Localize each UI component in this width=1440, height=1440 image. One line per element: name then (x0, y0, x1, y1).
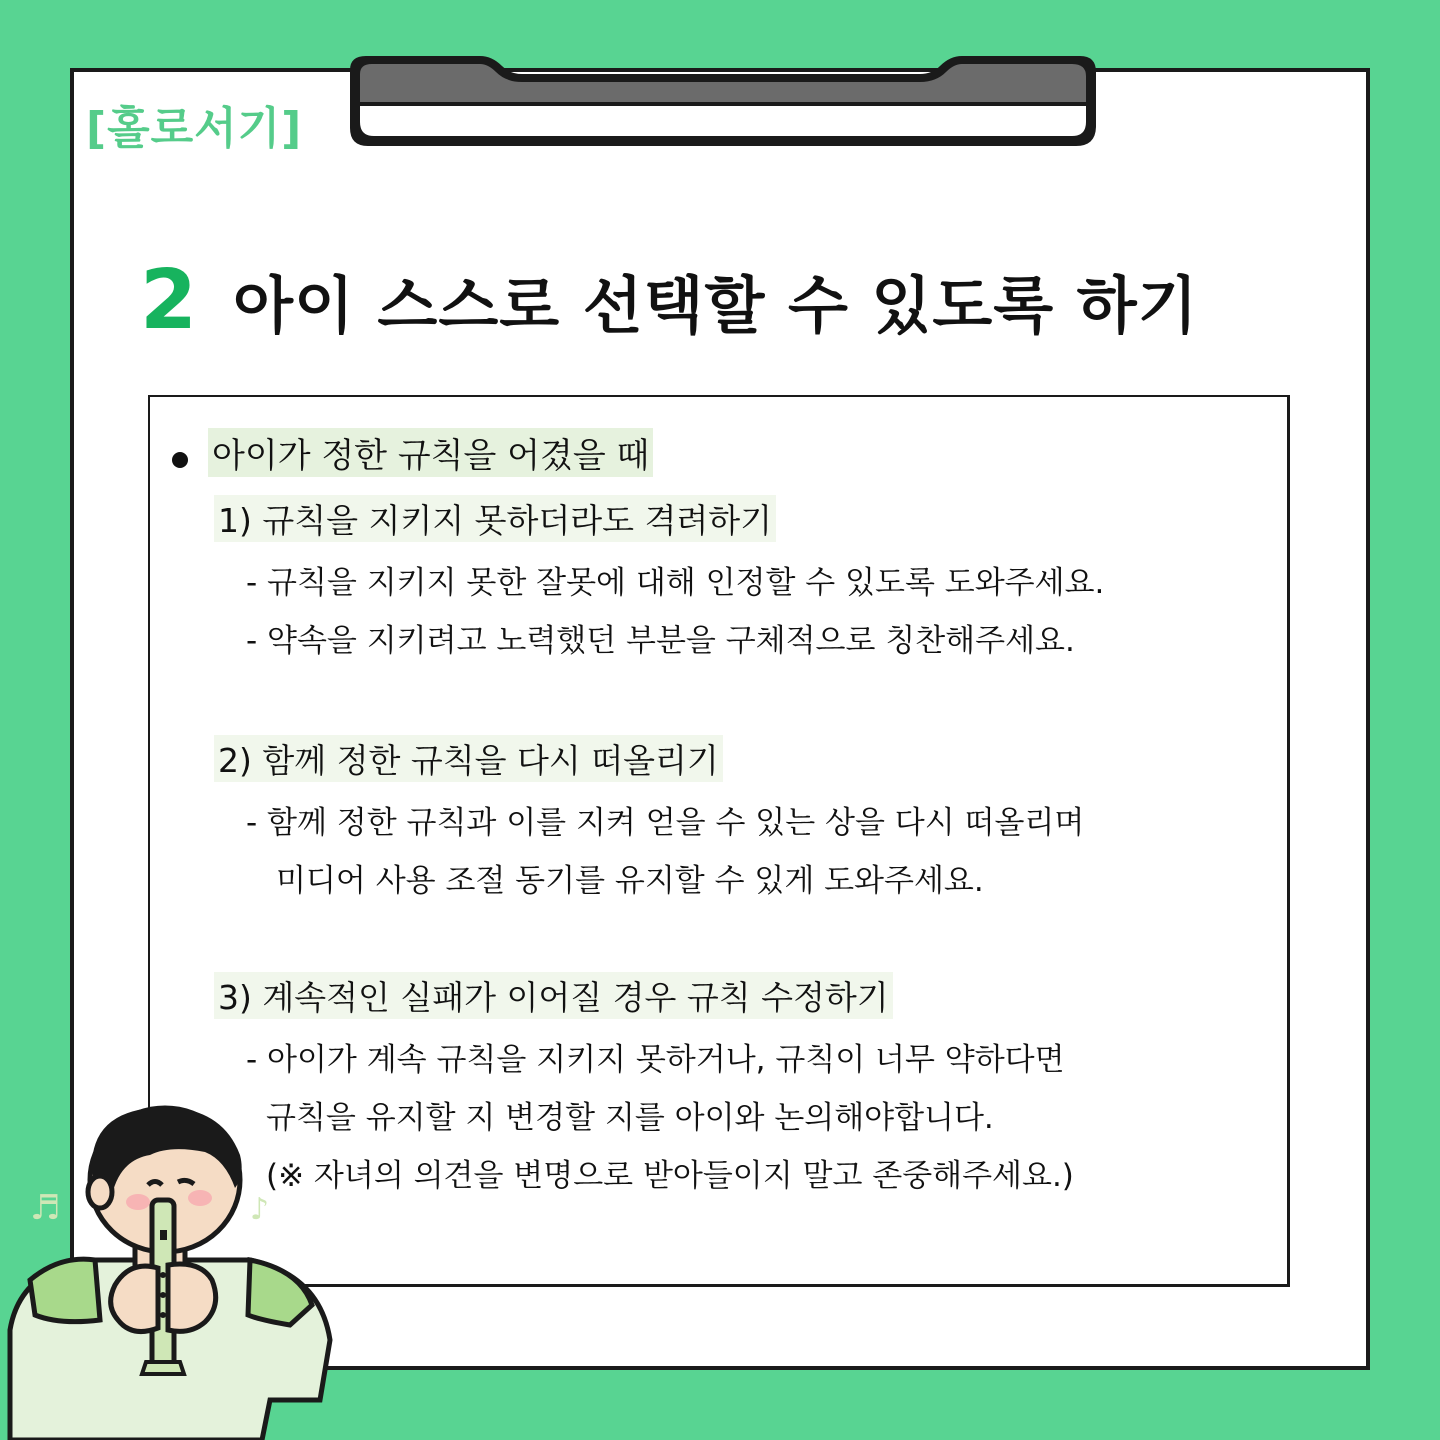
boy-playing-recorder-illustration (0, 1100, 340, 1440)
music-note-icon: ♪ (250, 1192, 270, 1227)
series-label: [홀로서기] (86, 103, 303, 154)
item-2-line-1: - 함께 정한 규칙과 이를 지켜 얻을 수 있는 상을 다시 떠올리며 (246, 805, 1085, 841)
item-2-title: 2) 함께 정한 규칙을 다시 떠올리기 (214, 735, 723, 782)
title-text: 아이 스스로 선택할 수 있도록 하기 (233, 268, 1199, 342)
item-3-line-3: (※ 자녀의 의견을 변명으로 받아들이지 말고 존중해주세요.) (266, 1158, 1074, 1194)
bullet-dot (172, 452, 188, 468)
item-1-line-2: - 약속을 지키려고 노력했던 부분을 구체적으로 칭찬해주세요. (246, 623, 1075, 659)
item-3-title: 3) 계속적인 실패가 이어질 경우 규칙 수정하기 (214, 972, 893, 1019)
item-1-line-1: - 규칙을 지키지 못한 잘못에 대해 인정할 수 있도록 도와주세요. (246, 565, 1105, 601)
music-note-icon: ♬ (30, 1188, 61, 1228)
page-title (140, 250, 1198, 350)
clipboard-clip-icon (330, 50, 1110, 154)
item-3-line-1: - 아이가 계속 규칙을 지키지 못하거나, 규칙이 너무 약하다면 (246, 1042, 1065, 1078)
item-2-line-2: 미디어 사용 조절 동기를 유지할 수 있게 도와주세요. (276, 863, 984, 899)
title-number: 2 (140, 252, 198, 348)
item-3-line-2: 규칙을 유지할 지 변경할 지를 아이와 논의해야합니다. (266, 1100, 994, 1136)
section-heading: 아이가 정한 규칙을 어겼을 때 (208, 428, 653, 477)
item-1-title: 1) 규칙을 지키지 못하더라도 격려하기 (214, 495, 776, 542)
